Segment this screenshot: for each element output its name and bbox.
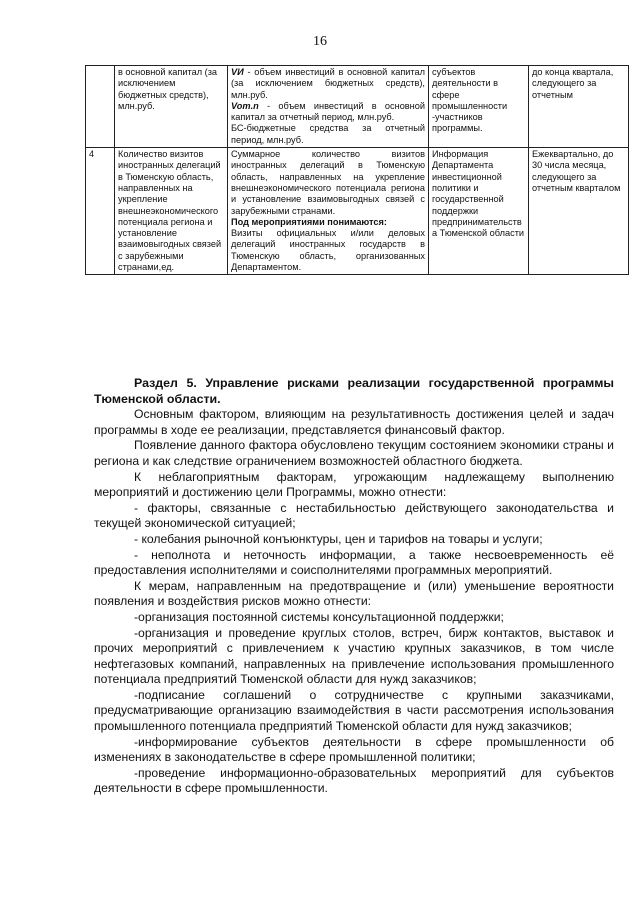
formula-abbr: VИ xyxy=(231,67,244,77)
table-cell-source: Информация Департамента инвестиционной политики и государственной поддержки предпринимательства Тюменской области xyxy=(429,148,529,275)
section-heading: Раздел 5. Управление рисками реализации государственной программы Тюменской области. xyxy=(94,376,614,406)
formula-text: - объем инвестиций в основной капитал (за исключением бюджетных средств), млн.руб. xyxy=(231,67,425,100)
paragraph: К неблагоприятным факторам, угрожающим надлежащему выполнению мероприятий и достижению цели Программы, можно отнести: xyxy=(94,469,614,500)
list-item: - факторы, связанные с нестабильностью действующего законодательства и текущей экономической ситуацией; xyxy=(94,500,614,531)
indicators-table xyxy=(85,65,629,275)
formula-abbr: Vom.n xyxy=(231,100,259,111)
table-cell-period: Ежеквартально, до 30 числа месяца, следующего за отчетным кварталом xyxy=(529,148,629,275)
formula-text: Суммарное количество визитов иностранных делегаций в Тюменскую область, направленных на укрепление внешнеэкономического потенциала региона и установление взаимовыгодных связей с зарубежными странами. xyxy=(231,149,425,216)
table-cell-source: субъектов деятельности в сфере промышленности -участников программы. xyxy=(429,66,529,148)
list-item: -организация и проведение круглых столов, встреч, бирж контактов, выставок и прочих мероприятий с привлечением к участию крупных заказчиков, в том числе нефтегазовых компаний, направленных на привлечение использования промышленного потенциала предприятий Тюменской области для нужд заказчиков; xyxy=(94,625,614,687)
list-item: - неполнота и неточность информации, а также несвоевременность её предоставления исполнителями и соисполнителями программных мероприятий. xyxy=(94,547,614,578)
list-item: -организация постоянной системы консультационной поддержки; xyxy=(134,609,504,624)
paragraph: К мерам, направленным на предотвращение и (или) уменьшение вероятности появления и воздействия рисков можно отнести: xyxy=(94,578,614,609)
table-cell-formula xyxy=(228,148,429,275)
list-item: -подписание соглашений о сотрудничестве с крупными заказчиками, предусматривающие организацию взаимодействия в части рассмотрения использования промышленного потенциала предприятий Тюменской области для нужд заказчиков; xyxy=(94,687,614,734)
table-cell-period: до конца квартала, следующего за отчетным xyxy=(529,66,629,148)
table-cell-formula xyxy=(228,66,429,148)
table-row xyxy=(86,148,629,275)
formula-text: - объем инвестиций в основной капитал за отчетный период, млн.руб. xyxy=(231,100,425,123)
page-number: 16 xyxy=(313,34,327,49)
table-cell-indicator: в основной капитал (за исключением бюджетных средств), млн.руб. xyxy=(115,66,228,148)
list-item: -информирование субъектов деятельности в сфере промышленности об изменениях в законодательстве в сфере промышленной политики; xyxy=(94,734,614,765)
formula-text: Визиты официальных и/или деловых делегаций иностранных государств в Тюменскую область, организованных Департаментом. xyxy=(231,228,425,273)
formula-text: БС-бюджетные средства за отчетный период, млн.руб. xyxy=(231,123,425,145)
paragraph: Основным фактором, влияющим на результативность достижения целей и задач программы в ходе ее реализации, представляется финансовый фактор. xyxy=(94,407,614,437)
list-item: - колебания рыночной конъюнктуры, цен и тарифов на товары и услуги; xyxy=(134,531,543,546)
table-cell-number xyxy=(86,66,115,148)
paragraph: Появление данного фактора обусловлено текущим состоянием экономики страны и региона и как следствие ограничением возможностей областного бюджета. xyxy=(94,438,614,468)
table-cell-indicator: Количество визитов иностранных делегаций в Тюменскую область, направленных на укрепление внешнеэкономического потенциала региона и установление взаимовыгодных связей с зарубежными странами,ед. xyxy=(115,148,228,275)
formula-bold-heading: Под мероприятиями понимаются: xyxy=(231,216,387,227)
table-row xyxy=(86,66,629,148)
table-cell-number: 4 xyxy=(86,148,115,275)
section-5 xyxy=(94,376,614,797)
list-item: -проведение информационно-образовательных мероприятий для субъектов деятельности в сфере промышленности. xyxy=(94,765,614,796)
